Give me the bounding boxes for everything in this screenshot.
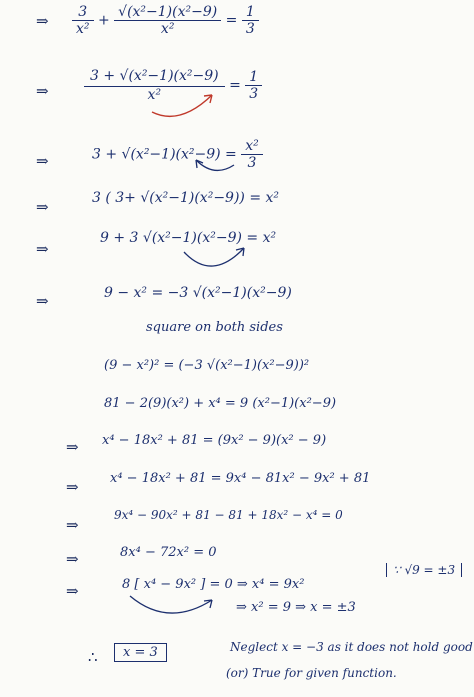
square-both-sides-note: square on both sides	[146, 320, 283, 335]
answer-box: x = 3	[114, 643, 167, 662]
fraction-denominator: x²	[76, 21, 90, 37]
arrowhead	[204, 600, 212, 608]
step-12: 9x⁴ − 90x² + 81 − 81 + 18x² − x⁴ = 0	[114, 508, 343, 522]
fraction-denominator: 3	[249, 86, 259, 102]
step-3	[92, 138, 263, 171]
step-2	[84, 68, 262, 103]
step-9: 81 − 2(9)(x²) + x⁴ = 9 (x²−1)(x²−9)	[104, 396, 337, 411]
step-14: 8 [ x⁴ − 9x² ] = 0 ⇒ x⁴ = 9x²	[122, 577, 305, 592]
plus-sign: +	[97, 12, 110, 29]
step-8: (9 − x²)² = (−3 √(x²−1)(x²−9))²	[104, 358, 310, 373]
fraction-denominator: 3	[245, 21, 255, 37]
step-1	[72, 4, 259, 37]
fraction-numerator: √(x²−1)(x²−9)	[114, 4, 221, 21]
neglect-note: Neglect x = −3 as it does not hold good	[230, 640, 473, 654]
fraction-numerator: 1	[242, 4, 259, 21]
implies-arrow: ⇒	[36, 152, 49, 170]
curved-arrow	[184, 248, 244, 266]
arrowhead	[236, 248, 244, 256]
fraction-denominator: x²	[160, 21, 175, 37]
function-note: (or) True for given function.	[226, 666, 397, 680]
final-answer	[114, 645, 167, 660]
equals-sign: =	[229, 77, 241, 94]
equals-sign: =	[225, 12, 238, 29]
sqrt-hint: ∵ √9 = ±3	[386, 563, 462, 577]
therefore-symbol: ∴	[88, 648, 98, 666]
step-6: 9 − x² = −3 √(x²−1)(x²−9)	[104, 285, 292, 301]
step-13: 8x⁴ − 72x² = 0	[120, 545, 217, 560]
implies-arrow: ⇒	[66, 516, 79, 534]
implies-arrow: ⇒	[36, 12, 49, 30]
fraction-numerator: 1	[245, 69, 262, 86]
step-4: 3 ( 3+ √(x²−1)(x²−9)) = x²	[92, 190, 280, 206]
implies-arrow: ⇒	[66, 438, 79, 456]
fraction-denominator: 3	[247, 155, 257, 171]
fraction-denominator: x²	[147, 87, 162, 103]
implies-arrow: ⇒	[36, 82, 49, 100]
implies-arrow: ⇒	[36, 240, 49, 258]
step-15: ⇒ x² = 9 ⇒ x = ±3	[236, 600, 356, 615]
implies-arrow: ⇒	[66, 582, 79, 600]
fraction-numerator: 3 + √(x²−1)(x²−9)	[84, 68, 225, 87]
fraction-numerator: 3	[72, 4, 94, 21]
implies-arrow: ⇒	[66, 478, 79, 496]
implies-arrow: ⇒	[66, 550, 79, 568]
implies-arrow: ⇒	[36, 292, 49, 310]
step-5: 9 + 3 √(x²−1)(x²−9) = x²	[100, 230, 277, 246]
step-10: x⁴ − 18x² + 81 = (9x² − 9)(x² − 9)	[102, 433, 327, 448]
step-11: x⁴ − 18x² + 81 = 9x⁴ − 81x² − 9x² + 81	[110, 471, 371, 486]
equation-lhs: 3 + √(x²−1)(x²−9) =	[92, 146, 237, 163]
curved-arrow	[130, 596, 212, 613]
implies-arrow: ⇒	[36, 198, 49, 216]
fraction-numerator: x²	[241, 138, 263, 155]
